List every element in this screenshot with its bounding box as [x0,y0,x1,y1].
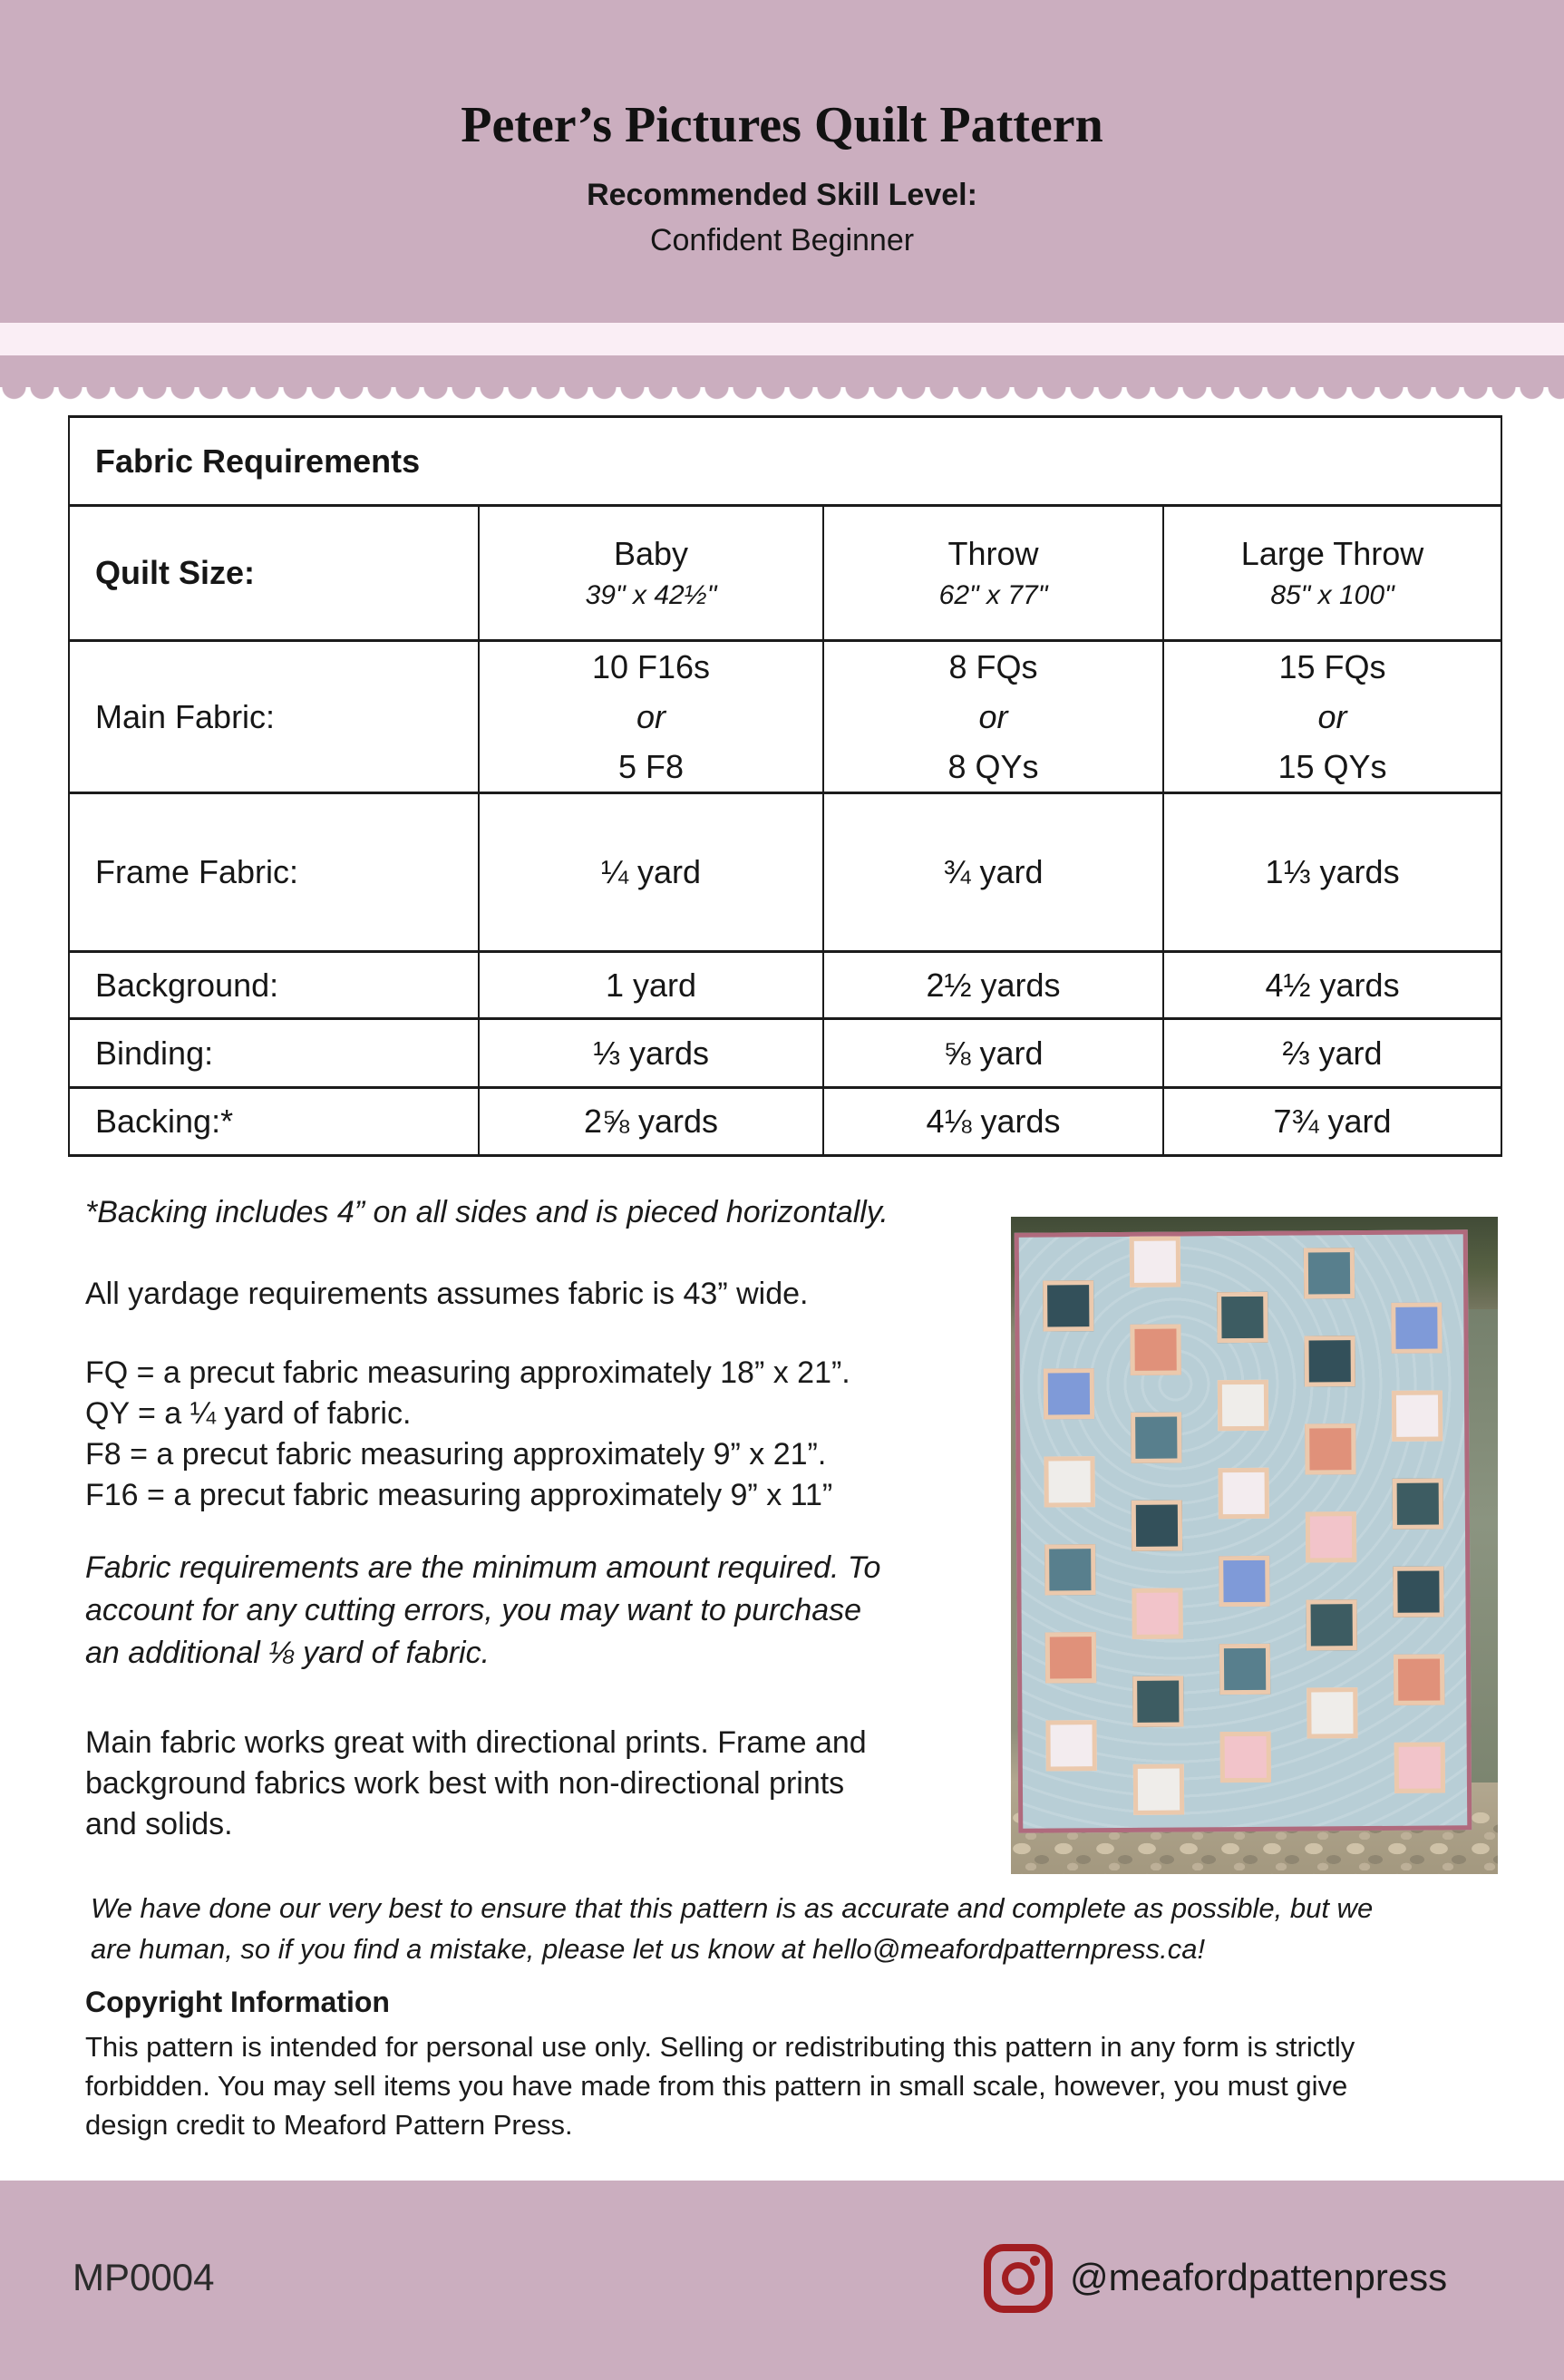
copyright-line: design credit to Meaford Pattern Press. [85,2109,573,2141]
option-line: 15 FQs [1278,648,1386,685]
option-or: or [1317,698,1347,735]
minimum-requirement-note [85,1547,880,1675]
option-line: 10 F16s [591,648,711,685]
size-cell-throw [823,506,1163,641]
frame-fabric-large-throw: 1⅓ yards [1163,793,1501,952]
quilt-square [1394,1654,1444,1705]
background-large-throw: 4½ yards [1163,952,1501,1019]
header-light-stripe [0,323,1564,355]
scallop-border [0,387,1564,402]
size-name: Throw [947,535,1039,572]
background-baby: 1 yard [479,952,823,1019]
quilt-square [1394,1742,1445,1792]
definition-line: F16 = a precut fabric measuring approximately 9” x 11” [85,1478,833,1512]
instagram-handle: @meafordpattenpress [1070,2256,1448,2298]
copyright-text [85,2027,1355,2144]
quilt-square [1393,1478,1443,1529]
quilt-square [1045,1632,1096,1683]
size-name: Baby [613,535,689,572]
quilt-square [1392,1390,1443,1441]
option-or: or [978,698,1008,735]
size-dims: 85" x 100" [1270,580,1394,610]
backing-footnote: *Backing includes 4” on all sides and is pieced horizontally. [85,1195,889,1229]
option-line: 5 F8 [617,748,685,785]
quilt-square [1306,1511,1356,1562]
instagram-icon [984,2244,1053,2313]
definition-line: F8 = a precut fabric measuring approximately 9” x 21”. [85,1437,827,1472]
definition-line: FQ = a precut fabric measuring approximately 18” x 21”. [85,1355,850,1390]
size-cell-baby [479,506,823,641]
note-line: are human, so if you find a mistake, please let us know at hello@meafordpatternpress.ca! [91,1933,1206,1965]
row-label-frame-fabric: Frame Fabric: [69,793,479,952]
option-or: or [636,698,665,735]
size-name: Large Throw [1240,535,1424,572]
binding-baby: ⅓ yards [479,1019,823,1088]
option-line: 15 QYs [1277,748,1387,785]
copyright-heading: Copyright Information [85,1986,390,2018]
backing-large-throw: 7¾ yard [1163,1088,1501,1156]
binding-throw: ⅝ yard [823,1019,1163,1088]
binding-large-throw: ⅔ yard [1163,1019,1501,1088]
note-line: account for any cutting errors, you may want to purchase [85,1593,862,1627]
page-title: Peter’s Pictures Quilt Pattern [461,97,1103,153]
quilt [1015,1229,1472,1832]
table-row [69,793,1501,952]
quilt-square [1045,1720,1096,1771]
table-title: Fabric Requirements [69,417,1501,506]
table-row [69,952,1501,1019]
note-line: background fabrics work best with non-directional prints [85,1766,845,1801]
quilt-square [1044,1456,1094,1507]
quilt-square [1044,1368,1094,1419]
quilt-square [1132,1500,1182,1550]
quilt-square [1132,1676,1183,1726]
quilt-square [1130,1324,1180,1375]
quilt-square [1304,1248,1355,1298]
quilt-square [1391,1302,1442,1353]
quilt-square [1307,1599,1357,1650]
quilt-square [1044,1544,1095,1595]
definition-line: QY = a ¼ yard of fabric. [85,1396,412,1431]
row-label-backing: Backing:* [69,1088,479,1156]
quilt-square [1043,1280,1093,1331]
note-line: and solids. [85,1807,233,1841]
note-line: Main fabric works great with directional prints. Frame and [85,1725,867,1760]
quilt-square [1219,1556,1269,1607]
directional-prints-note [85,1723,867,1845]
quilt-square [1132,1588,1182,1638]
quilt-square [1218,1380,1268,1431]
pattern-number: MP0004 [73,2256,215,2298]
quilt-square [1305,1423,1355,1474]
skill-level-value: Confident Beginner [649,223,915,257]
quilt-square [1219,1468,1269,1519]
quilt-square [1219,1644,1270,1695]
option-line: 8 QYs [947,748,1039,785]
backing-baby: 2⅝ yards [479,1088,823,1156]
footer-band [0,2181,1564,2380]
header-lower-band [0,355,1564,387]
row-label-background: Background: [69,952,479,1019]
frame-fabric-baby: ¼ yard [479,793,823,952]
quilt-square [1393,1566,1443,1617]
background-throw: 2½ yards [823,952,1163,1019]
quilt-square [1133,1763,1184,1814]
main-fabric-large-throw [1163,641,1501,793]
row-label-main-fabric: Main Fabric: [69,641,479,793]
backing-throw: 4⅛ yards [823,1088,1163,1156]
main-fabric-throw [823,641,1163,793]
skill-level-label: Recommended Skill Level: [587,178,977,212]
quilt-square [1304,1336,1355,1386]
copyright-line: This pattern is intended for personal use only. Selling or redistributing this pattern in any form is strictly [85,2031,1355,2063]
frame-fabric-throw: ¾ yard [823,793,1163,952]
option-line: 8 FQs [948,648,1038,685]
accuracy-disclaimer [91,1888,1373,1969]
fabric-requirements-table [68,415,1502,1157]
main-fabric-baby [479,641,823,793]
quilt-square [1131,1412,1181,1462]
quilt-square [1217,1292,1268,1343]
table-row [69,506,1501,641]
table-row [69,1088,1501,1156]
quilt-square [1307,1687,1357,1738]
quilt-photo [1011,1217,1498,1874]
quilt-square [1220,1732,1271,1783]
header-band [0,0,1564,323]
size-dims: 39" x 42½" [585,580,717,610]
yardage-note: All yardage requirements assumes fabric is 43” wide. [85,1277,809,1311]
row-label-binding: Binding: [69,1019,479,1088]
table-row [69,641,1501,793]
size-dims: 62" x 77" [938,580,1048,610]
size-cell-large-throw [1163,506,1501,641]
instagram-icon-flash-dot [1030,2256,1040,2266]
table-row [69,1019,1501,1088]
quilt-square [1130,1236,1180,1287]
note-line: an additional ⅛ yard of fabric. [85,1636,491,1670]
instagram-icon-lens [1002,2262,1035,2295]
row-label-quilt-size: Quilt Size: [69,506,479,641]
copyright-line: forbidden. You may sell items you have made from this pattern in small scale, however, you must give [85,2070,1348,2102]
precut-definitions [85,1353,850,1516]
note-line: Fabric requirements are the minimum amount required. To [85,1550,881,1585]
note-line: We have done our very best to ensure that this pattern is as accurate and complete as possible, but we [91,1892,1374,1924]
